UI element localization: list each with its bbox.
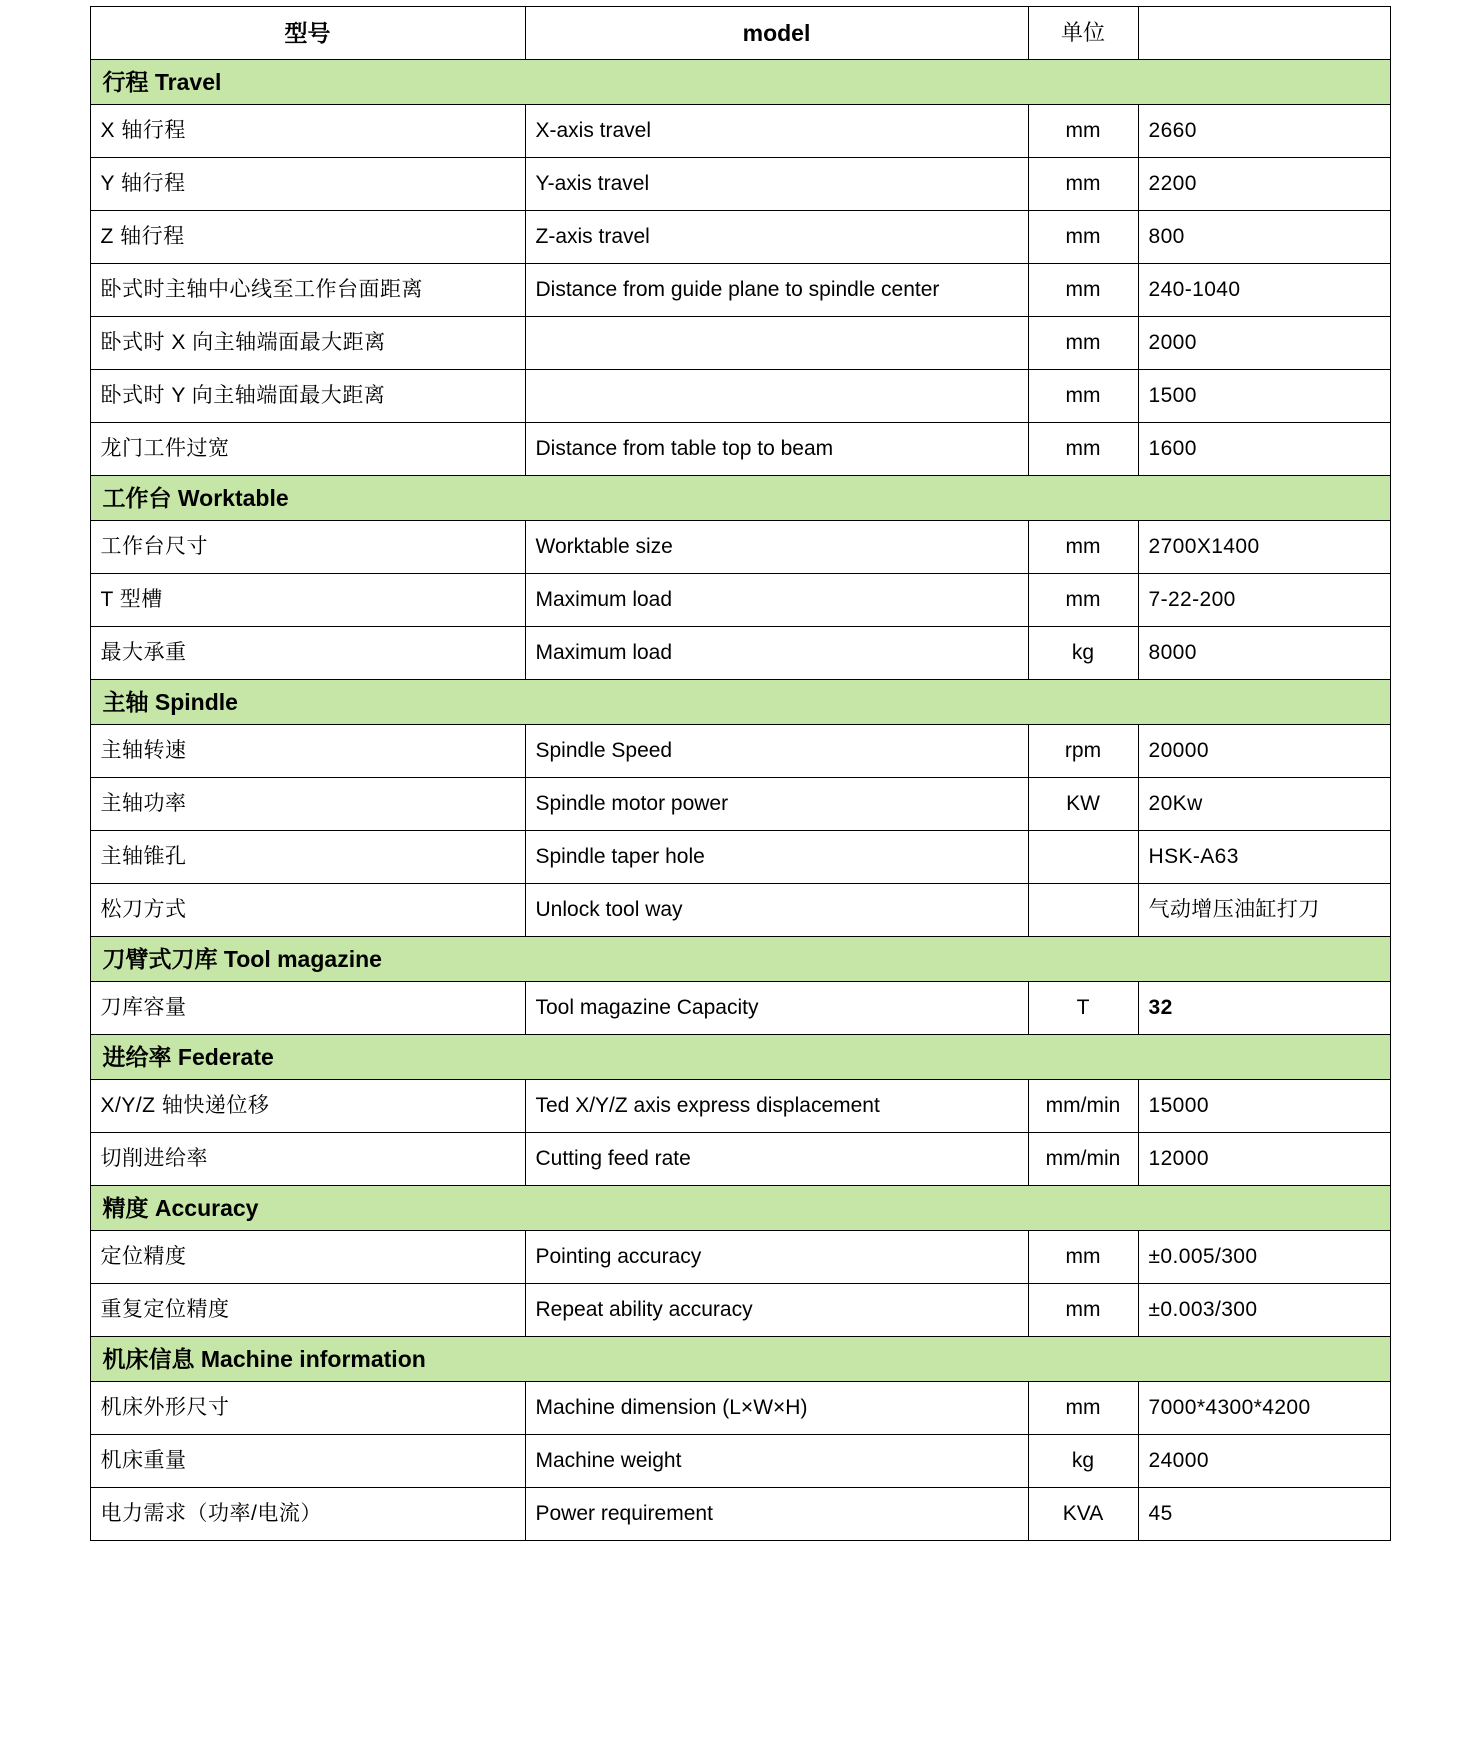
spec-name-en: Spindle Speed: [525, 725, 1028, 778]
spec-name-en: [525, 317, 1028, 370]
table-row: [90, 574, 1390, 627]
section-title: 机床信息 Machine information: [90, 1337, 1390, 1382]
header-value: [1138, 7, 1390, 60]
spec-name-cn: 定位精度: [90, 1231, 525, 1284]
spec-unit: kg: [1028, 1435, 1138, 1488]
table-row: [90, 627, 1390, 680]
spec-name-en: Machine weight: [525, 1435, 1028, 1488]
spec-name-cn: 主轴锥孔: [90, 831, 525, 884]
spec-name-en: Y-axis travel: [525, 158, 1028, 211]
spec-value: 2700X1400: [1138, 521, 1390, 574]
spec-unit: mm/min: [1028, 1080, 1138, 1133]
spec-name-en: Worktable size: [525, 521, 1028, 574]
spec-unit: mm: [1028, 1284, 1138, 1337]
spec-value: 800: [1138, 211, 1390, 264]
spec-value: 8000: [1138, 627, 1390, 680]
table-row: [90, 423, 1390, 476]
specification-table: [90, 6, 1391, 1541]
table-row: [90, 778, 1390, 831]
section-header-row: [90, 937, 1390, 982]
table-row: [90, 158, 1390, 211]
table-row: [90, 1133, 1390, 1186]
spec-name-en: X-axis travel: [525, 105, 1028, 158]
table-row: [90, 105, 1390, 158]
spec-unit: mm/min: [1028, 1133, 1138, 1186]
spec-value: 2660: [1138, 105, 1390, 158]
table-header-row: [90, 7, 1390, 60]
table-row: [90, 211, 1390, 264]
spec-unit: rpm: [1028, 725, 1138, 778]
spec-name-cn: 卧式时主轴中心线至工作台面距离: [90, 264, 525, 317]
spec-name-cn: 电力需求（功率/电流）: [90, 1488, 525, 1541]
spec-name-en: Unlock tool way: [525, 884, 1028, 937]
spec-unit: [1028, 884, 1138, 937]
header-unit: 单位: [1028, 7, 1138, 60]
spec-name-cn: 最大承重: [90, 627, 525, 680]
table-row: [90, 1080, 1390, 1133]
table-row: [90, 521, 1390, 574]
spec-unit: mm: [1028, 1382, 1138, 1435]
section-title: 工作台 Worktable: [90, 476, 1390, 521]
section-title: 刀臂式刀库 Tool magazine: [90, 937, 1390, 982]
section-header-row: [90, 1186, 1390, 1231]
spec-name-en: Repeat ability accuracy: [525, 1284, 1028, 1337]
spec-name-cn: 松刀方式: [90, 884, 525, 937]
table-row: [90, 982, 1390, 1035]
spec-name-cn: X/Y/Z 轴快递位移: [90, 1080, 525, 1133]
spec-unit: KVA: [1028, 1488, 1138, 1541]
spec-name-cn: 切削进给率: [90, 1133, 525, 1186]
section-title: 进给率 Federate: [90, 1035, 1390, 1080]
spec-unit: [1028, 831, 1138, 884]
spec-name-en: Distance from guide plane to spindle center: [525, 264, 1028, 317]
spec-name-en: Ted X/Y/Z axis express displacement: [525, 1080, 1028, 1133]
section-header-row: [90, 476, 1390, 521]
spec-name-en: Z-axis travel: [525, 211, 1028, 264]
spec-unit: mm: [1028, 264, 1138, 317]
spec-unit: mm: [1028, 521, 1138, 574]
spec-name-cn: T 型槽: [90, 574, 525, 627]
spec-name-en: Maximum load: [525, 574, 1028, 627]
spec-name-cn: 卧式时 X 向主轴端面最大距离: [90, 317, 525, 370]
spec-unit: mm: [1028, 423, 1138, 476]
spec-value: 15000: [1138, 1080, 1390, 1133]
section-header-row: [90, 680, 1390, 725]
spec-name-cn: 主轴转速: [90, 725, 525, 778]
spec-value: 1500: [1138, 370, 1390, 423]
table-row: [90, 1284, 1390, 1337]
spec-name-en: Spindle taper hole: [525, 831, 1028, 884]
spec-unit: kg: [1028, 627, 1138, 680]
spec-name-cn: 机床外形尺寸: [90, 1382, 525, 1435]
spec-name-cn: 重复定位精度: [90, 1284, 525, 1337]
header-model-en: model: [525, 7, 1028, 60]
spec-name-en: Pointing accuracy: [525, 1231, 1028, 1284]
spec-value: 1600: [1138, 423, 1390, 476]
spec-unit: mm: [1028, 211, 1138, 264]
spec-unit: T: [1028, 982, 1138, 1035]
spec-value: 45: [1138, 1488, 1390, 1541]
spec-name-en: Maximum load: [525, 627, 1028, 680]
spec-name-en: [525, 370, 1028, 423]
section-title: 主轴 Spindle: [90, 680, 1390, 725]
spec-name-en: Power requirement: [525, 1488, 1028, 1541]
spec-value: 32: [1138, 982, 1390, 1035]
header-model-cn: 型号: [90, 7, 525, 60]
spec-value: 20000: [1138, 725, 1390, 778]
spec-value: ±0.003/300: [1138, 1284, 1390, 1337]
spec-name-cn: Y 轴行程: [90, 158, 525, 211]
spec-value: 20Kw: [1138, 778, 1390, 831]
spec-name-en: Distance from table top to beam: [525, 423, 1028, 476]
table-row: [90, 884, 1390, 937]
spec-unit: mm: [1028, 158, 1138, 211]
spec-value: 240-1040: [1138, 264, 1390, 317]
table-row: [90, 1231, 1390, 1284]
spec-unit: mm: [1028, 317, 1138, 370]
section-header-row: [90, 1337, 1390, 1382]
spec-name-cn: 主轴功率: [90, 778, 525, 831]
spec-name-cn: X 轴行程: [90, 105, 525, 158]
table-row: [90, 370, 1390, 423]
spec-value: 12000: [1138, 1133, 1390, 1186]
spec-name-en: Spindle motor power: [525, 778, 1028, 831]
spec-value: 2000: [1138, 317, 1390, 370]
section-header-row: [90, 60, 1390, 105]
spec-unit: mm: [1028, 105, 1138, 158]
section-header-row: [90, 1035, 1390, 1080]
spec-name-cn: 工作台尺寸: [90, 521, 525, 574]
table-row: [90, 317, 1390, 370]
section-title: 精度 Accuracy: [90, 1186, 1390, 1231]
spec-unit: mm: [1028, 1231, 1138, 1284]
spec-name-cn: Z 轴行程: [90, 211, 525, 264]
spec-value: 气动增压油缸打刀: [1138, 884, 1390, 937]
spec-value: ±0.005/300: [1138, 1231, 1390, 1284]
spec-unit: mm: [1028, 574, 1138, 627]
table-row: [90, 725, 1390, 778]
spec-name-en: Machine dimension (L×W×H): [525, 1382, 1028, 1435]
spec-name-en: Tool magazine Capacity: [525, 982, 1028, 1035]
table-row: [90, 264, 1390, 317]
spec-value: 2200: [1138, 158, 1390, 211]
spec-name-cn: 龙门工件过宽: [90, 423, 525, 476]
table-row: [90, 1382, 1390, 1435]
table-row: [90, 1488, 1390, 1541]
spec-name-en: Cutting feed rate: [525, 1133, 1028, 1186]
spec-unit: mm: [1028, 370, 1138, 423]
spec-value: 7000*4300*4200: [1138, 1382, 1390, 1435]
spec-name-cn: 机床重量: [90, 1435, 525, 1488]
table-row: [90, 1435, 1390, 1488]
spec-name-cn: 卧式时 Y 向主轴端面最大距离: [90, 370, 525, 423]
section-title: 行程 Travel: [90, 60, 1390, 105]
table-row: [90, 831, 1390, 884]
spec-unit: KW: [1028, 778, 1138, 831]
spec-value: HSK-A63: [1138, 831, 1390, 884]
spec-value: 7-22-200: [1138, 574, 1390, 627]
spec-name-cn: 刀库容量: [90, 982, 525, 1035]
spec-value: 24000: [1138, 1435, 1390, 1488]
